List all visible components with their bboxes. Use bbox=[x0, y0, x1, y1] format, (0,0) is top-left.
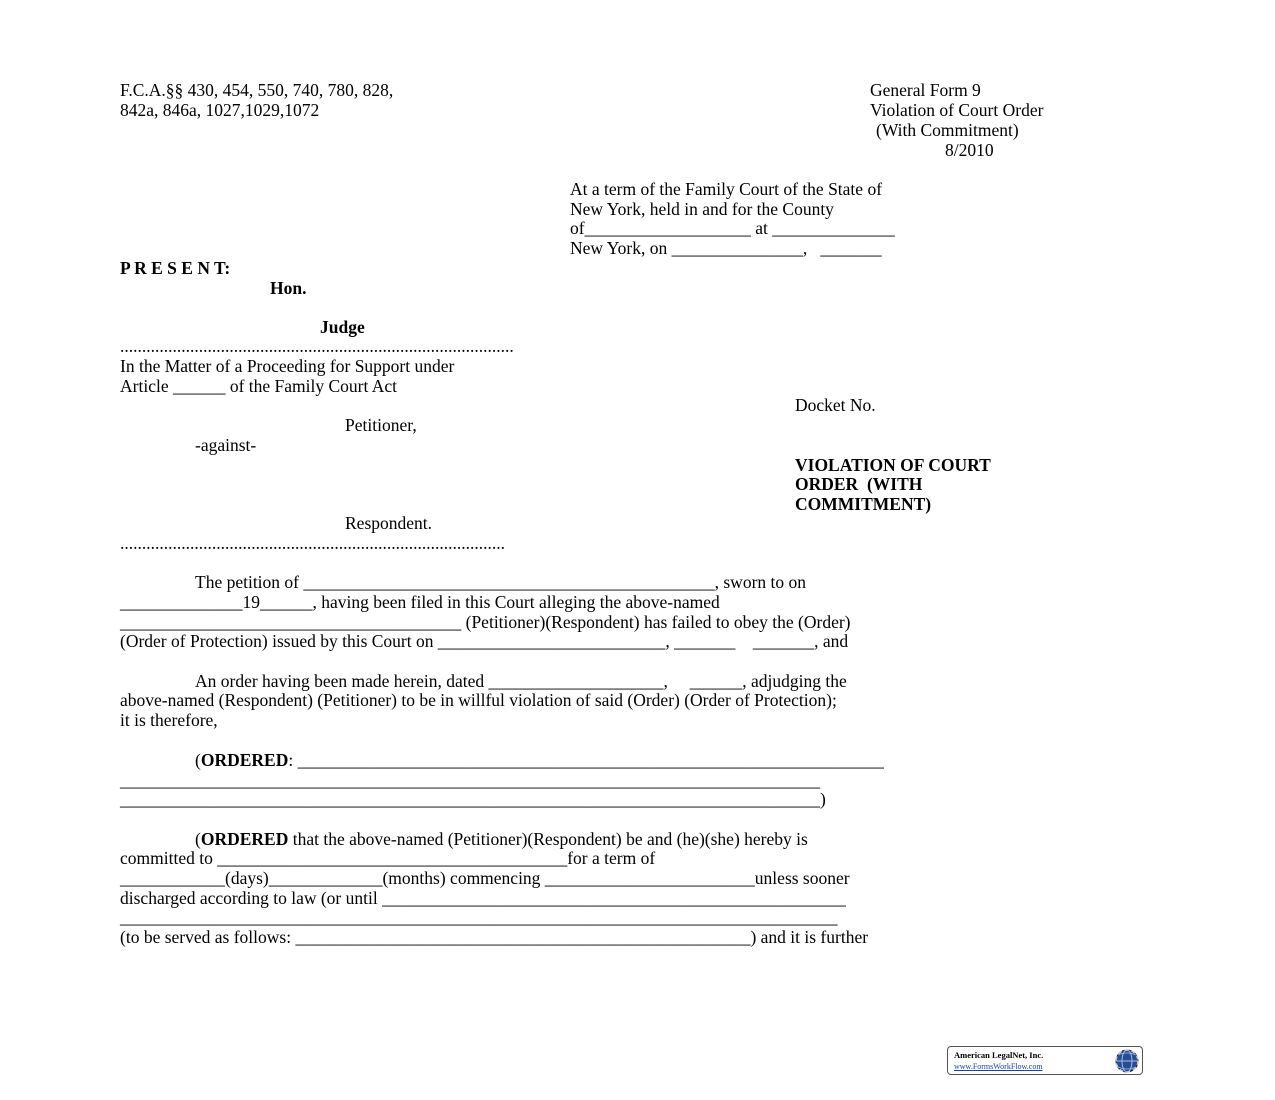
petition-line-1: The petition of _______________________________________________, sworn to on bbox=[195, 572, 807, 592]
commitment-line-2: committed to ________________________________________for a term of bbox=[120, 848, 656, 868]
globe-icon bbox=[1114, 1048, 1140, 1074]
form-name: General Form 9 bbox=[870, 80, 981, 100]
court-term-line-1: At a term of the Family Court of the State of bbox=[570, 179, 883, 199]
matter-line-1: In the Matter of a Proceeding for Support under bbox=[120, 356, 455, 376]
commitment-line-6: (to be served as follows: ____________________________________________________) and it is further bbox=[120, 927, 869, 947]
petition-line-4: (Order of Protection) issued by this Court on __________________________, _______ _______, and bbox=[120, 631, 849, 651]
petitioner-label: Petitioner, bbox=[345, 415, 417, 435]
court-term-line-3: of___________________ at ______________ bbox=[570, 218, 895, 238]
petition-line-3: _______________________________________ (Petitioner)(Respondent) has failed to obey the (Order) bbox=[120, 612, 851, 632]
footer-company: American LegalNet, Inc. bbox=[954, 1050, 1044, 1060]
against-label: -against- bbox=[195, 435, 257, 455]
footer-url-link[interactable]: www.FormsWorkFlow.com bbox=[954, 1062, 1043, 1071]
docket-number: Docket No. bbox=[795, 395, 876, 415]
ordered-clause-2-open: ( bbox=[195, 829, 201, 849]
ordered-clause-2-rest: that the above-named (Petitioner)(Respondent) be and (he)(she) hereby is bbox=[288, 829, 808, 849]
ordered-clause-1 bbox=[195, 750, 884, 770]
ordered-clause-2 bbox=[195, 829, 808, 849]
present-label: P R E S E N T: bbox=[120, 258, 231, 278]
document-title-line-2: ORDER (WITH bbox=[795, 474, 923, 494]
matter-line-2: Article ______ of the Family Court Act bbox=[120, 376, 398, 396]
court-term-line-4: New York, on _______________, _______ bbox=[570, 238, 882, 258]
order-line-1: An order having been made herein, dated ____________________, ______, adjudging the bbox=[195, 671, 847, 691]
order-line-3: it is therefore, bbox=[120, 710, 218, 730]
ordered-clause-1-rest: : ___________________________________________________________________ bbox=[288, 750, 884, 770]
order-line-2: above-named (Respondent) (Petitioner) to be in willful violation of said (Order) (Order of Protection); bbox=[120, 690, 837, 710]
ordered-clause-1-line-2: ________________________________________________________________________________ bbox=[120, 770, 820, 790]
ordered-clause-1-open: ( bbox=[195, 750, 201, 770]
statutes-line-1: F.C.A.§§ 430, 454, 550, 740, 780, 828, bbox=[120, 80, 394, 100]
document-title-line-3: COMMITMENT) bbox=[795, 494, 932, 514]
form-subtitle: (With Commitment) bbox=[876, 120, 1019, 140]
judge-label: Judge bbox=[320, 317, 365, 337]
caption-dots-top: .......................................................................................... bbox=[120, 336, 514, 356]
ordered-clause-1-line-3: ________________________________________________________________________________) bbox=[120, 789, 826, 809]
commitment-line-5: __________________________________________________________________________________ bbox=[120, 907, 838, 927]
caption-dots-bottom: ........................................................................................ bbox=[120, 533, 505, 553]
ordered-clause-1-keyword: ORDERED bbox=[200, 750, 289, 770]
document-title-line-1: VIOLATION OF COURT bbox=[795, 455, 991, 475]
respondent-label: Respondent. bbox=[345, 513, 433, 533]
petition-line-2: ______________19______, having been filed in this Court alleging the above-named bbox=[120, 592, 720, 612]
court-term-line-2: New York, held in and for the County bbox=[570, 199, 834, 219]
commitment-line-3: ____________(days)_____________(months) commencing ________________________unless sooner bbox=[120, 868, 850, 888]
form-title: Violation of Court Order bbox=[870, 100, 1044, 120]
footer-logo bbox=[947, 1046, 1143, 1075]
hon-label: Hon. bbox=[270, 278, 307, 298]
statutes-line-2: 842a, 846a, 1027,1029,1072 bbox=[120, 100, 320, 120]
ordered-clause-2-keyword: ORDERED bbox=[200, 829, 289, 849]
commitment-line-4: discharged according to law (or until _____________________________________________________ bbox=[120, 888, 846, 908]
form-date: 8/2010 bbox=[945, 140, 994, 160]
